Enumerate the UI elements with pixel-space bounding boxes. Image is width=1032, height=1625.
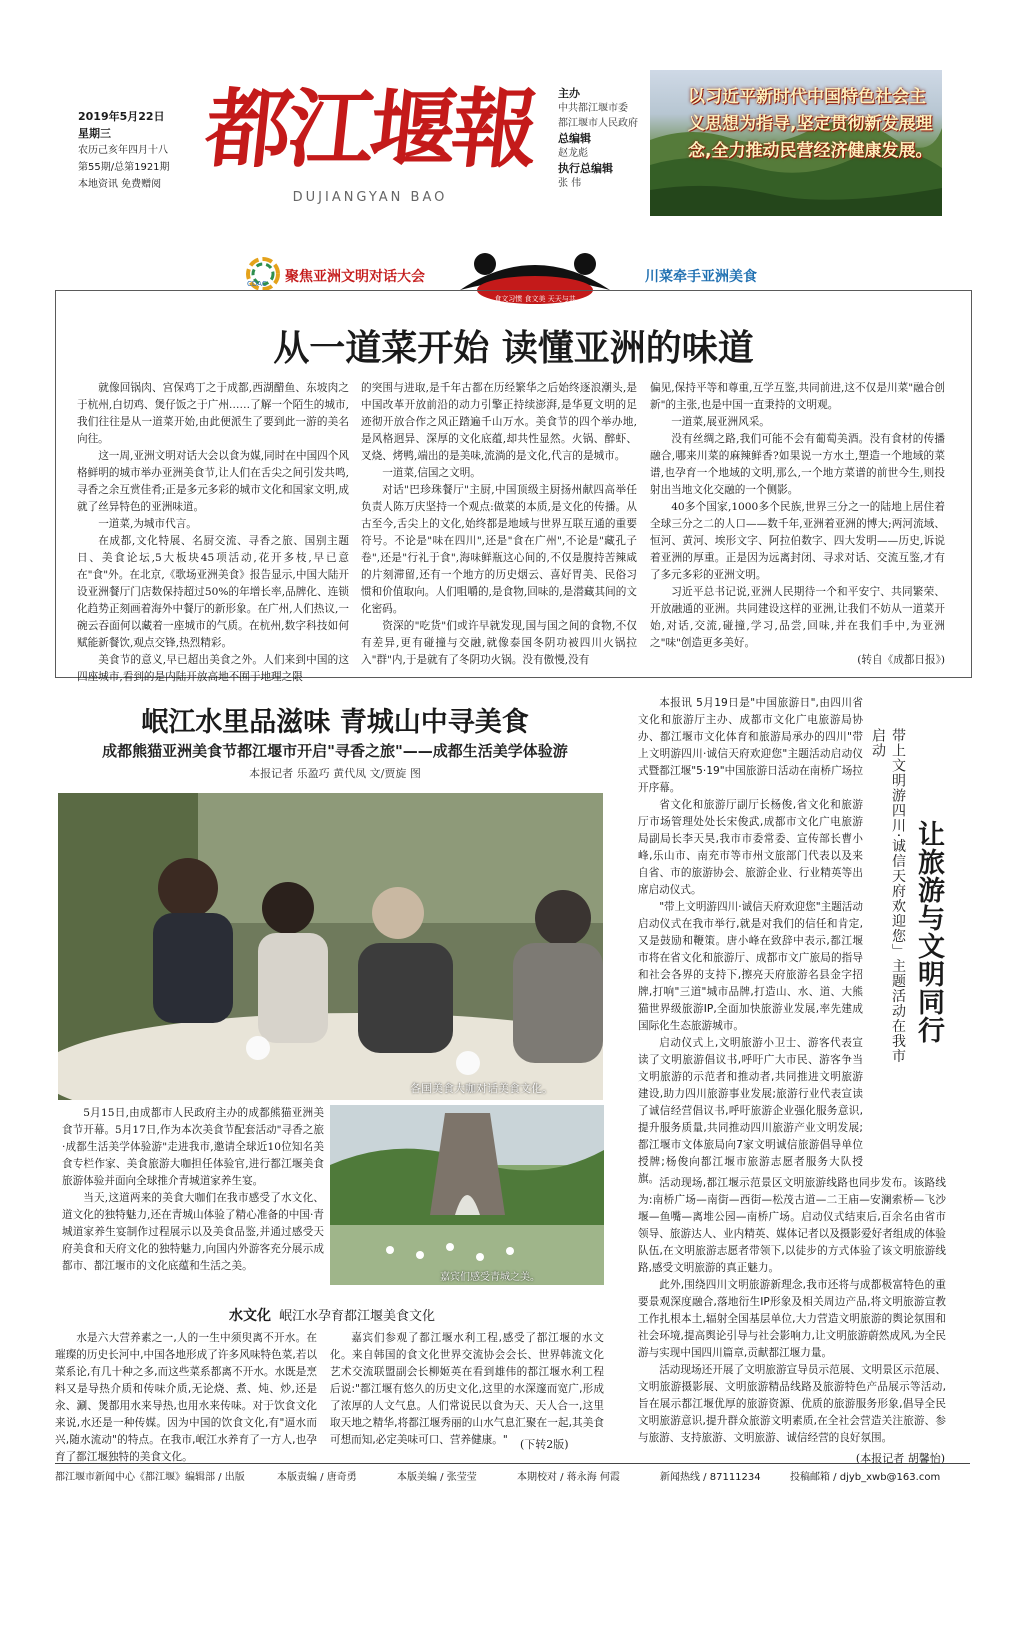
paragraph: 活动现场,都江堰示范景区文明旅游线路也同步发布。该路线为:南桥广场—南街—西街—松茂古道—二王庙—安澜索桥—飞沙堰—鱼嘴—离堆公园—南桥广场。启动仪式结束后,百余名由省市领导、旅游达人、业内精英、媒体记者以及摄影爱好者组成的体验队伍,在文明旅游志愿者带领下,以徒步的方式体验了该文明旅游线路,感受文明旅游的真正魅力。 <box>638 1177 946 1274</box>
tourism-subheadline: 带上文明游四川·诚信天府欢迎您」主题活动在我市启动 <box>870 728 906 1064</box>
masthead-credits <box>558 86 648 191</box>
footer-email: 投稿邮箱 / djyb_xwb@163.com <box>790 1472 941 1483</box>
dining-photo <box>58 793 603 1100</box>
host-label: 主办 <box>558 87 580 100</box>
chief-label: 总编辑 <box>558 132 591 145</box>
paragraph: 习近平总书记说,亚洲人民期待一个和平安宁、共同繁荣、开放融通的亚洲。共同建设这样的亚洲,让我们不妨从一道菜开始,对话,交流,碰撞,学习,品尝,回味,并在我们手中,为亚洲之"味"创造更多美好。 <box>650 586 945 649</box>
water-culture-title: 岷江水孕育都江堰美食文化 <box>278 1309 435 1324</box>
issue-weekday: 星期三 <box>78 127 111 140</box>
issue-number: 第55期/总第1921期 <box>78 162 170 173</box>
lead-column-2 <box>361 380 637 669</box>
paragraph: 一道菜,信国之文明。 <box>382 467 481 479</box>
paragraph: 就像回锅肉、宫保鸡丁之于成都,西湖醋鱼、东坡肉之于杭州,白切鸡、煲仔饭之于广州……了解一个陌生的城市,我们往往是从一道菜开始,由此便派生了要到此一游的美名向往。 <box>77 382 349 445</box>
paragraph: 5月15日,由成都市人民政府主办的成都熊猫亚洲美食节开幕。5月17日,作为本次美食节配套活动"寻香之旅·成都生活美学体验游"走进我市,邀请全球近10位知名美食专栏作家、美食旅游大咖担任体验官,进行都江堰美食旅游体验并面向全球推介青城道家养生宴。 <box>62 1107 324 1187</box>
newspaper-title: 都江堰報 <box>200 79 540 180</box>
footer-proofreader: 本期校对 / 蒋永海 何霞 <box>517 1472 620 1483</box>
tourism-vertical-headline <box>870 728 948 1070</box>
section-tag-right: 川菜牵手亚洲美食 <box>645 269 757 285</box>
paragraph: "带上文明游四川·诚信天府欢迎您"主题活动启动仪式在我市举行,就是对我们的信任和肯定,又是鼓励和鞭策。唐小峰在致辞中表示,都江堰市将在省文化和旅游厅、成都市文广旅局的指导和社会各界的支持下,擦亮天府旅游名县金字招牌,打响"三道"城市品牌,打造山、水、道、大熊猫世界级旅游IP,全面加快旅游业发展,率先建成国际化生态旅游城市。 <box>638 901 863 1032</box>
food-headline: 岷江水里品滋味 青城山中寻美食 <box>141 707 529 738</box>
paragraph: 的突围与进取,是千年古都在历经繁华之后始终逐浪潮头,是中国改革开放前沿的动力引擎正持续澎湃,是华夏文明的足迹彻开放合作之风正踏遍千山万水。美食节的四个举办地,是风格迥异、深厚的文化底蕴,却共性显然。火锅、醉虾、叉烧、烤鸭,端出的是美味,流淌的是文化,代言的是城市。 <box>361 382 637 462</box>
paragraph: 水是六大营养素之一,人的一生中须臾离不开水。在璀璨的历史长河中,中国各地形成了许多风味特色菜,若以菜系论,有几十种之多,而这些菜系都离不开水。水既是烹料又是导热介质和传味介质,无论烧、煮、炖、炒,还是汆、涮、煲都用水来导热,也用水来传味。对于饮食文化来说,水还是一种传媒。因为中国的饮食文化,有"逼水而兴,随水流动"的特点。在我市,岷江水养育了一方人,也孕育了都江堰独特的美食文化。 <box>55 1332 317 1463</box>
paragraph: 资深的"吃货"们或许早就发现,国与国之间的食物,不仅有差异,更有碰撞与交融,就像泰国冬阴功被四川火锅拉入"群"内,于是就有了冬阴功火锅。没有傲慢,没有 <box>361 620 637 666</box>
dining-photo-caption: 各国美食大咖对话美食文化。 <box>410 1082 553 1095</box>
lunar-date: 农历己亥年四月十八 <box>78 145 168 156</box>
qingcheng-photo-image <box>330 1105 604 1285</box>
lead-column-1 <box>77 380 349 686</box>
issue-date: 2019年5月22日 <box>78 110 165 123</box>
footer-publisher: 都江堰市新闻中心《都江堰》编辑部 / 出版 <box>55 1472 245 1483</box>
slogan-banner <box>650 70 942 216</box>
paragraph: 一道菜,为城市代言。 <box>98 518 197 530</box>
tourism-byline: (本报记者 胡馨怡) <box>855 1452 945 1465</box>
paragraph: 40多个国家,1000多个民族,世界三分之一的陆地上居住着全球三分之二的人口——数千年,亚洲着亚洲的博大;两河流域、恒河、黄河、埃形文字、阿拉伯数字、四大发明——历史,诉说着亚洲的厚重。正是因为远离封闭、寻求对话、交流互鉴,才有了多元多彩的亚洲文明。 <box>650 501 945 581</box>
exec-label: 执行总编辑 <box>558 162 613 175</box>
footer-editor: 本版责编 / 唐奇勇 <box>277 1472 357 1483</box>
paragraph: 省文化和旅游厅副厅长杨俊,省文化和旅游厅市场管理处处长宋俊武,成都市文化广电旅游局副局长李天昊,我市市委常委、宣传部长曹小峰,乐山市、南充市等市州文旅部门代表以及来自省、市的旅游协会、旅游企业、行业精英等出席启动仪式。 <box>638 799 863 896</box>
food-byline: 本报记者 乐盈巧 黄代凤 文/贾旋 图 <box>249 767 421 780</box>
newspaper-pinyin: DUJIANGYAN BAO <box>292 190 448 205</box>
paragraph: 在成都,文化特展、名厨交流、寻香之旅、国别主题日、美食论坛,5大板块45项活动,花开多枝,早已意在"食"外。在北京,《歌场亚洲美食》报告显示,中国大陆开设亚洲餐厅门店数保持超过50%的年增长率,品牌化、连锁化趋势正刻画着海外中餐厅的新形象。在广州,人们热议,一碗云吞面何以藏着一座城市的气质。在杭州,数字科技如何赋能新餐饮,观点交锋,热烈精彩。 <box>77 535 349 649</box>
footer-rule <box>55 1463 970 1464</box>
water-column-1 <box>55 1330 317 1466</box>
paragraph: 美食节的意义,早已超出美食之外。人们来到中国的这四座城市,看到的是内陆开放高地不囿于地理之限 <box>77 654 349 683</box>
paragraph: 启动仪式上,文明旅游小卫士、游客代表宣读了文明旅游倡议书,呼吁广大市民、游客争当文明旅游的示范者和推动者,共同推进文明旅游建设,助力四川旅游事业发展;旅游行业代表宣读了诚信经营倡议书,呼吁旅游企业强化服务意识,提升服务质量,共同推动四川旅游产业文明发展;都江堰市文体旅局向7家文明诚信旅游倡导单位授牌;杨俊向都江堰市旅游志愿者服务大队授旗。 <box>638 1037 863 1185</box>
tourism-column-bottom <box>638 1175 946 1447</box>
water-culture-subhead <box>62 1305 602 1325</box>
section-tag-left: 聚焦亚洲文明对话大会 <box>285 269 425 285</box>
tourism-headline: 让旅游与文明同行 <box>913 820 944 1044</box>
distribution-note: 本地资讯 免费赠阅 <box>78 179 162 190</box>
footer-art-editor: 本版美编 / 张莹莹 <box>397 1472 477 1483</box>
continued-note: (下转2版) <box>520 1438 569 1451</box>
lead-column-3 <box>650 380 945 669</box>
panda-caption: 食文习惯 食文美 天天与共 <box>494 295 576 303</box>
tourism-column-top <box>638 695 863 1188</box>
exec-editor: 张 伟 <box>558 178 582 189</box>
dining-photo-image <box>58 793 603 1100</box>
chief-editor: 赵龙彪 <box>558 148 588 159</box>
footer-hotline: 新闻热线 / 87111234 <box>660 1472 761 1483</box>
qingcheng-photo-caption: 嘉宾们感受青城之美。 <box>440 1272 540 1283</box>
cdac-label: CDAC <box>247 280 267 288</box>
host-1: 中共都江堰市委 <box>558 103 628 114</box>
paragraph: 当天,这道两来的美食大咖们在我市感受了水文化、道文化的独特魅力,还在青城山体验了精心准备的中国·青城道家养生宴制作过程展示以及美食品鉴,并通过感受天府美食和天府文化的独特魅力,向国内外游客充分展示成都市、都江堰市的文化底蕴和生活之美。 <box>62 1192 324 1272</box>
paragraph: 本报讯 5月19日是"中国旅游日",由四川省文化和旅游厅主办、成都市文化广电旅游局协办、都江堰市文化体育和旅游局承办的四川"带上文明游四川·诚信天府欢迎您"主题活动启动仪式暨都江堰"5·19"中国旅游日活动在南桥广场拉开序幕。 <box>638 697 863 794</box>
masthead-info <box>78 108 183 193</box>
food-subheadline: 成都熊猫亚洲美食节都江堰市开启"寻香之旅"——成都生活美学体验游 <box>102 742 568 760</box>
host-2: 都江堰市人民政府 <box>558 118 638 129</box>
paragraph: 这一周,亚洲文明对话大会以食为媒,同时在中国四个风格鲜明的城市举办亚洲美食节,让人们在舌尖之间引发共鸣,寻香之余互赏佳肴;正是多元多彩的城市文化和国家文明,成就了丝异特色的亚洲味道。 <box>77 450 349 513</box>
paragraph: 活动现场还开展了文明旅游宣导员示范展、文明景区示范展、文明旅游摄影展、文明旅游精品线路及旅游特色产品展示等活动,旨在展示都江堰优厚的旅游资源、优质的旅游服务形象,倡导全民文明旅游意识,提升群众旅游文明素质,在全社会营造关注旅游、参与旅游、支持旅游、文明旅游、诚信经营的良好氛围。 <box>638 1364 946 1444</box>
paragraph: 嘉宾们参观了都江堰水利工程,感受了都江堰的水文化。来自韩国的食文化世界交流协会会长、世界韩流文化艺术交流联盟副会长柳姬英在看到雄伟的都江堰水利工程后说:"都江堰有悠久的历史文化,这里的水深邃而宽广,形成了浓厚的人文气息。人们常说民以食为天、天人合一,这里取天地之精华,将都江堰秀丽的山水气息汇聚在一起,其美食可想而知,必定美味可口、营养健康。" <box>330 1332 604 1446</box>
paragraph: 没有丝绸之路,我们可能不会有葡萄美酒。没有食材的传播融合,哪来川菜的麻辣鲜香?如果说一方水土,塑造一个地域的菜谱,也孕育一个地域的文明,那么,一个地方菜谱的前世今生,则投射出当地文化交融的一个侧影。 <box>650 433 945 496</box>
water-culture-label: 水文化 <box>228 1308 271 1324</box>
paragraph: 一道菜,展亚洲风采。 <box>671 416 770 428</box>
paragraph: 偏见,保持平等和尊重,互学互鉴,共同前进,这不仅是川菜"融合创新"的主张,也是中国一直秉持的文明观。 <box>650 382 945 411</box>
qingcheng-photo <box>330 1105 604 1285</box>
banner-slogan: 以习近平新时代中国特色社会主义思想为指导,坚定贯彻新发展理念,全力推动民营经济健康发展。 <box>688 87 933 161</box>
paragraph: 对话"巴珍珠餐厅"主厨,中国顶级主厨扬州献四高举任负责人陈万庆坚持一个观点:做菜的本质,是文化的传播。从古至今,舌尖上的文化,始终都是地域与世界互联互通的重要符号。不论是"味在四川",还是"食在广州",不论是"藏孔子卷",还是"行礼于食",海味鲜瓶这心间的,不仅是腹持苦辣咸的片刻滞留,还有一个地方的历史烟云、喜好胃美、民俗习惯和价值取向。人们咀嚼的,是食物,回味的,是潜藏其间的文化密码。 <box>361 484 637 615</box>
article-source: (转自《成都日报》) <box>857 654 945 666</box>
newspaper-logo <box>186 70 554 220</box>
water-column-2 <box>330 1330 604 1449</box>
paragraph: 此外,围绕四川文明旅游新理念,我市还将与成都极富特色的重要景观深度融合,落地衍生IP形象及相关周边产品,将文明旅游宣教工作扎根本土,辐射全国基层单位,大力营造文明旅游的舆论氛围和社会环境,提高舆论引导与社会影响力,让文明旅游蔚然成风,为全民游与实现中国四川篇章,贡献都江堰力量。 <box>638 1279 946 1359</box>
lead-headline: 从一道菜开始 读懂亚洲的味道 <box>273 328 754 369</box>
food-column-1 <box>62 1105 324 1275</box>
